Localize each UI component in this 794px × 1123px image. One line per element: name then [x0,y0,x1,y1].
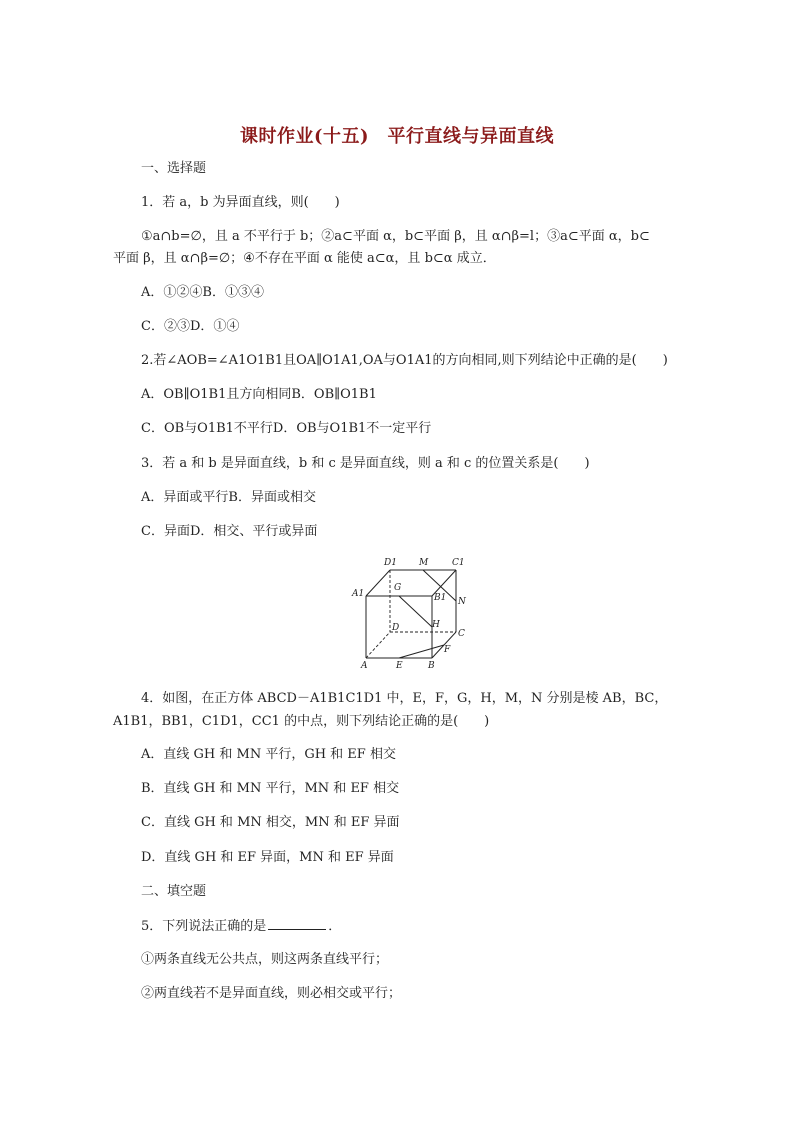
segment-ef [399,645,444,658]
q5-stem [141,917,341,935]
cube-figure [348,552,476,672]
q1-options-cd: C．②③D．①④ [141,319,240,334]
q1-text-line1: ①a∩b=∅，且 a 不平行于 b；②a⊂平面 α，b⊂平面 β，且 α∩β=l；③a⊂平面 α，b⊂ [141,229,650,244]
q1-options-ab: A．①②④B．①③④ [141,285,264,300]
page-title: 课时作业(十五) 平行直线与异面直线 [239,126,555,147]
edge-a1d1 [366,570,390,596]
label-d1: D1 [384,558,397,568]
q4-option-c: C．直线 GH 和 MN 相交，MN 和 EF 异面 [141,815,400,830]
label-a1: A1 [352,589,365,599]
label-e: E [396,661,403,671]
q2-stem: 2.若∠AOB=∠A1O1B1且OA∥O1A1,OA与O1A1的方向相同,则下列结论中正确的是( ) [141,353,668,368]
q3-options-ab: A．异面或平行B．异面或相交 [141,490,316,505]
q5-item-2: ②两直线若不是异面直线，则必相交或平行； [141,986,402,1001]
label-c: C [458,629,465,639]
answer-blank[interactable] [268,917,326,930]
label-f: F [444,645,451,655]
q2-options-cd: C．OB与O1B1不平行D．OB与O1B1不一定平行 [141,421,432,436]
q4-option-d: D．直线 GH 和 EF 异面，MN 和 EF 异面 [141,850,394,865]
section-fill-heading: 二、填空题 [141,884,207,899]
q1-text-line2: 平面 β，且 α∩β=∅；④不存在平面 α 能使 a⊂α，且 b⊂α 成立． [113,251,496,266]
section-choice-heading: 一、选择题 [141,161,207,176]
label-a: A [361,661,368,671]
label-b1: B1 [434,593,447,603]
edge-ad-hidden [366,632,390,658]
q5-stem-end: ． [328,919,342,934]
segment-gh [399,596,432,627]
q5-stem-text: 5．下列说法正确的是 [141,919,267,934]
q3-options-cd: C．异面D．相交、平行或异面 [141,524,318,539]
label-m: M [419,558,429,568]
label-n: N [458,597,466,607]
q2-options-ab: A．OB∥O1B1且方向相同B．OB∥O1B1 [141,387,377,402]
q4-stem-line1: 4．如图，在正方体 ABCD－A1B1C1D1 中，E，F，G，H，M，N 分别是棱 AB，BC， [141,691,668,706]
label-h: H [432,620,440,630]
label-d: D [392,623,400,633]
label-b: B [428,661,435,671]
q1-stem: 1．若 a，b 为异面直线，则( ) [141,195,340,210]
q5-item-1: ①两条直线无公共点，则这两条直线平行； [141,952,389,967]
q4-option-a: A．直线 GH 和 MN 平行，GH 和 EF 相交 [141,747,396,762]
q3-stem: 3．若 a 和 b 是异面直线，b 和 c 是异面直线，则 a 和 c 的位置关系是( ) [141,456,590,471]
label-c1: C1 [452,558,465,568]
q4-option-b: B．直线 GH 和 MN 平行，MN 和 EF 相交 [141,781,400,796]
q4-stem-line2: A1B1，BB1，C1D1，CC1 的中点，则下列结论正确的是( ) [113,714,490,729]
label-g: G [394,583,402,593]
